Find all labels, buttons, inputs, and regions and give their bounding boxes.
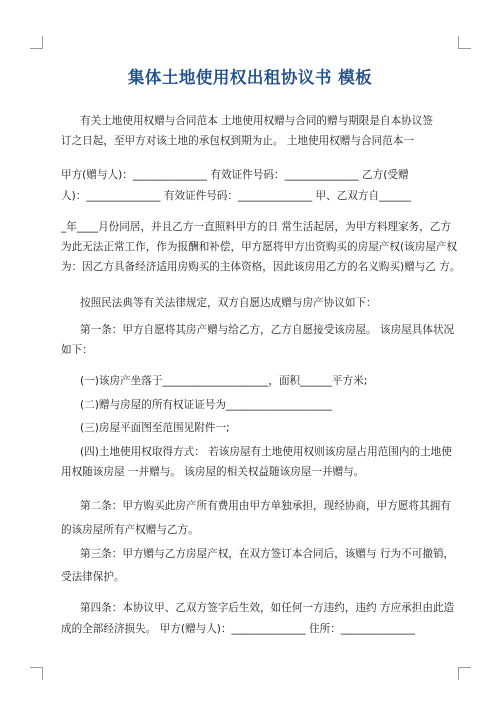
document-title: 集体土地使用权出租协议书 模板 [127,68,373,87]
body-line: (四)土地使用权取得方式： 若该房屋有土地使用权则该房屋占用范围内的土地使 [80,446,452,458]
body-line: 订之日起，至甲方对该土地的承包权到期为止。 土地使用权赠与合同范本一 [61,135,414,147]
body-line: 受法律保护。 [61,571,125,583]
body-line: 为此无法正常工作，作为报酬和补偿，甲方愿将甲方出资购买的房屋产权(该房屋产权 [61,241,458,253]
body-line: 为：因乙方具备经济适用房购买的主体资格，因此该房用乙方的名义购买)赠与乙 方。 [61,261,461,273]
body-line: 的该房屋所有产权赠与乙方。 [61,524,199,536]
body-line: 有关土地使用权赠与合同范本 土地使用权赠与合同的赠与期限是自本协议签 [80,115,433,127]
body-line: (一)该房产坐落于____________________，面积______平方米; [80,375,368,387]
corner-mark-top-right [458,36,471,49]
body-line: 第二条：甲方购买此房产所有费用由甲方单独承担，现经协商，甲方愿将其拥有 [80,500,451,512]
body-line: 用权随该房屋 一并赠与。 该房屋的相关权益随该房屋一并赠与。 [61,466,365,478]
body-line: (三)房屋平面图至范围见附件一; [80,422,230,434]
corner-mark-top-left [30,36,43,49]
body-line: 第四条：本协议甲、乙双方签字后生效，如任何一方违约，违约 方应承担由此造 [80,602,455,614]
corner-mark-bottom-left [30,667,43,680]
body-line: (二)赠与房屋的所有权证证号为____________________ [80,399,332,411]
body-line: _年____月份同居，并且乙方一直照料甲方的日 常生活起居，为甲方料理家务，乙方 [61,221,452,233]
body-line: 如下： [61,344,93,356]
body-line: 成的全部经济损失。 甲方(赠与人)：______________ 住所：______________ [61,623,415,635]
body-line: 第三条：甲方赠与乙方房屋产权，在双方签订本合同后，该赠与 行为不可撤销， [80,548,455,560]
body-line: 甲方(赠与人)：______________ 有效证件号码：______________ 乙方(受赠 [61,169,409,181]
body-line: 按照民法典等有关法律规定，双方自愿达成赠与房产协议如下： [80,297,377,309]
body-line: 人)：______________ 有效证件号码：______________ 甲、乙双方自______ [61,190,411,202]
corner-mark-bottom-right [458,667,471,680]
body-line: 第一条：甲方自愿将其房产赠与给乙方，乙方自愿接受该房屋。 该房屋具体状况 [80,324,455,336]
